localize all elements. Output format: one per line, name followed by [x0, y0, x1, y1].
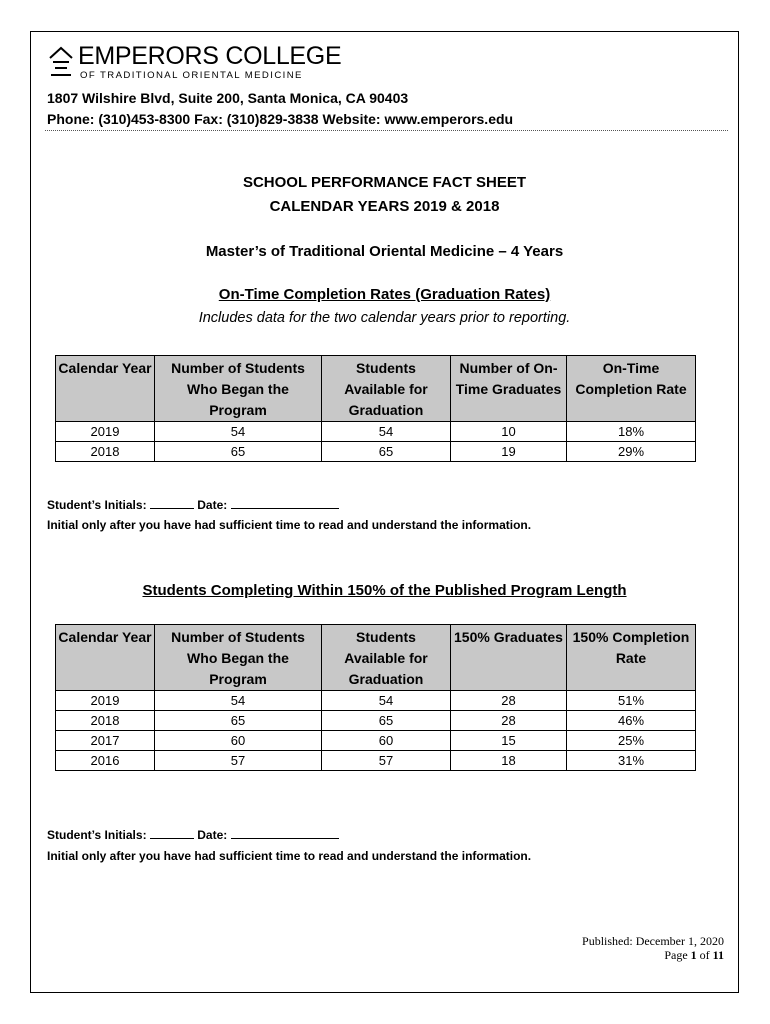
table-cell: 60	[322, 731, 451, 751]
page-of: of	[699, 948, 710, 962]
table-cell: 31%	[567, 751, 696, 771]
header-divider	[45, 130, 728, 131]
page-number	[664, 948, 724, 963]
page-total: 11	[712, 948, 724, 962]
table-row	[56, 711, 696, 731]
table-cell: 2018	[56, 442, 155, 462]
address: 1807 Wilshire Blvd, Suite 200, Santa Monica, CA 90403	[47, 90, 409, 106]
date-label: Date:	[197, 498, 228, 512]
initials-line-2	[47, 827, 339, 842]
initials-label: Student’s Initials:	[47, 498, 147, 512]
header-cell: Students Available for Graduation	[322, 356, 451, 422]
header-cell: Calendar Year	[56, 356, 155, 422]
table-cell: 2018	[56, 711, 155, 731]
ontime-completion-table	[55, 355, 696, 462]
page-prefix: Page	[664, 948, 688, 962]
table-cell: 18	[451, 751, 567, 771]
table-row	[56, 731, 696, 751]
header-cell: Calendar Year	[56, 625, 155, 691]
logo-subtitle: OF TRADITIONAL ORIENTAL MEDICINE	[80, 70, 303, 81]
header-cell: Students Available for Graduation	[322, 625, 451, 691]
header-cell: Number of On-Time Graduates	[451, 356, 567, 422]
table-cell: 65	[155, 711, 322, 731]
header-cell: Number of Students Who Began the Program	[155, 625, 322, 691]
table-cell: 2017	[56, 731, 155, 751]
table-cell: 10	[451, 422, 567, 442]
table-cell: 28	[451, 711, 567, 731]
initials-label: Student’s Initials:	[47, 828, 147, 842]
table-row	[56, 751, 696, 771]
table-cell: 65	[322, 442, 451, 462]
header-cell: 150% Completion Rate	[567, 625, 696, 691]
table-cell: 65	[155, 442, 322, 462]
table-header-row	[56, 625, 696, 691]
section-ontime-heading: On-Time Completion Rates (Graduation Rates)	[218, 286, 551, 303]
table-cell: 54	[322, 422, 451, 442]
table-cell: 54	[322, 691, 451, 711]
initials-note-1: Initial only after you have had sufficient time to read and understand the information.	[47, 518, 532, 532]
table-row	[56, 442, 696, 462]
table-cell: 57	[322, 751, 451, 771]
table-header-row	[56, 356, 696, 422]
initials-note-2: Initial only after you have had sufficient time to read and understand the information.	[47, 849, 532, 863]
table-row	[56, 422, 696, 442]
table-cell: 51%	[567, 691, 696, 711]
date-label: Date:	[197, 828, 228, 842]
table-cell: 2019	[56, 691, 155, 711]
calendar-years-title: CALENDAR YEARS 2019 & 2018	[269, 198, 500, 215]
header-cell: 150% Graduates	[451, 625, 567, 691]
table-cell: 57	[155, 751, 322, 771]
header-cell: Number of Students Who Began the Program	[155, 356, 322, 422]
college-logo	[48, 44, 368, 86]
table-row	[56, 691, 696, 711]
initials-line-1	[47, 497, 339, 512]
page-current: 1	[690, 948, 697, 962]
date-blank[interactable]	[231, 827, 339, 839]
table-cell: 25%	[567, 731, 696, 751]
logo-name: EMPERORS COLLEGE	[78, 42, 342, 70]
table-cell: 46%	[567, 711, 696, 731]
table-cell: 19	[451, 442, 567, 462]
contact-line: Phone: (310)453-8300 Fax: (310)829-3838 Website: www.emperors.edu	[47, 111, 514, 127]
initials-blank[interactable]	[150, 827, 194, 839]
logo-mark-icon	[48, 45, 74, 79]
section-150-heading: Students Completing Within 150% of the Published Program Length	[142, 582, 627, 599]
table-cell: 54	[155, 422, 322, 442]
initials-blank[interactable]	[150, 497, 194, 509]
header-cell: On-Time Completion Rate	[567, 356, 696, 422]
table-cell: 2019	[56, 422, 155, 442]
section-ontime-note: Includes data for the two calendar years prior to reporting.	[198, 310, 571, 326]
published-date: Published: December 1, 2020	[582, 934, 724, 948]
table-cell: 2016	[56, 751, 155, 771]
table-cell: 65	[322, 711, 451, 731]
table-cell: 28	[451, 691, 567, 711]
date-blank[interactable]	[231, 497, 339, 509]
table-cell: 18%	[567, 422, 696, 442]
table-cell: 15	[451, 731, 567, 751]
table-cell: 54	[155, 691, 322, 711]
fact-sheet-title: SCHOOL PERFORMANCE FACT SHEET	[242, 174, 527, 191]
program-title: Master’s of Traditional Oriental Medicine – 4 Years	[205, 243, 564, 260]
table-cell: 60	[155, 731, 322, 751]
table-cell: 29%	[567, 442, 696, 462]
completion-150-table	[55, 624, 696, 771]
